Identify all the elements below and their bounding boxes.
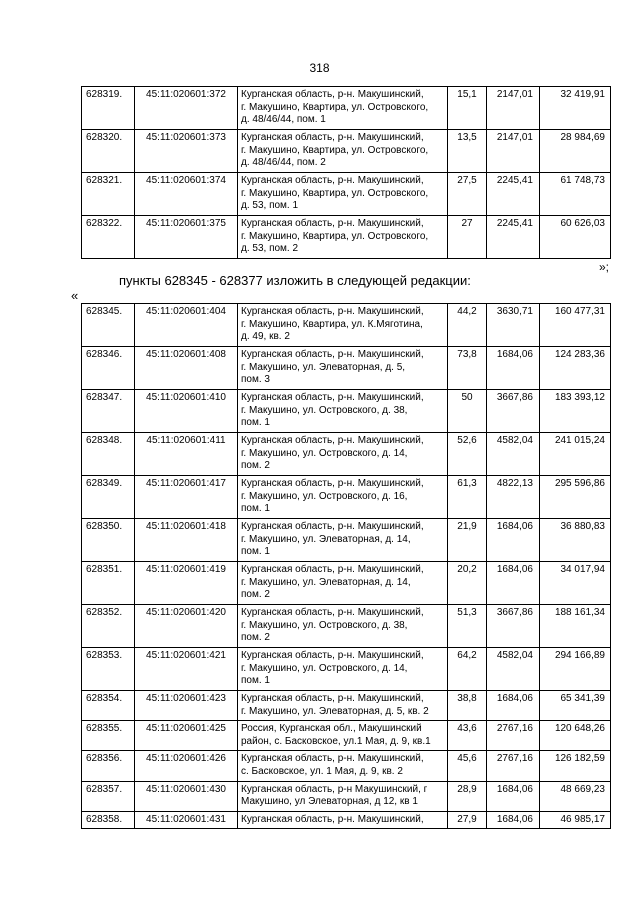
property-area: 52,6 [448,433,487,476]
property-table-lower [81,303,611,829]
item-number: 628353. [82,648,135,691]
unit-rate: 1684,06 [487,347,540,390]
item-number: 628350. [82,519,135,562]
cadastral-number: 45:11:020601:426 [135,751,238,781]
property-address: Курганская область, р-н Макушинский, г Макушино, ул Элеваторная, д 12, кв 1 [238,781,448,811]
total-value: 65 341,39 [540,691,611,721]
total-value: 188 161,34 [540,605,611,648]
table-row [82,130,611,173]
table-row [82,390,611,433]
cadastral-number: 45:11:020601:374 [135,173,238,216]
cadastral-number: 45:11:020601:430 [135,781,238,811]
item-number: 628357. [82,781,135,811]
cadastral-number: 45:11:020601:417 [135,476,238,519]
unit-rate: 1684,06 [487,519,540,562]
total-value: 160 477,31 [540,304,611,347]
unit-rate: 4582,04 [487,648,540,691]
total-value: 295 596,86 [540,476,611,519]
cadastral-number: 45:11:020601:423 [135,691,238,721]
cadastral-number: 45:11:020601:404 [135,304,238,347]
cadastral-number: 45:11:020601:418 [135,519,238,562]
property-area: 61,3 [448,476,487,519]
closing-quote-mark: »; [599,260,610,274]
unit-rate: 3630,71 [487,304,540,347]
property-address: Курганская область, р-н. Макушинский, г. Макушино, ул. Островского, д. 38, пом. 1 [238,390,448,433]
property-address: Курганская область, р-н. Макушинский, г. Макушино, Квартира, ул. Островского, д. 48/46/44, пом. 1 [238,87,448,130]
total-value: 36 880,83 [540,519,611,562]
item-number: 628358. [82,811,135,829]
total-value: 28 984,69 [540,130,611,173]
total-value: 241 015,24 [540,433,611,476]
item-number: 628346. [82,347,135,390]
unit-rate: 2767,16 [487,721,540,751]
total-value: 183 393,12 [540,390,611,433]
total-value: 48 669,23 [540,781,611,811]
property-address: Курганская область, р-н. Макушинский, г. Макушино, ул. Элеваторная, д. 5, пом. 3 [238,347,448,390]
unit-rate: 4822,13 [487,476,540,519]
cadastral-number: 45:11:020601:372 [135,87,238,130]
property-area: 15,1 [448,87,487,130]
total-value: 124 283,36 [540,347,611,390]
property-address: Курганская область, р-н. Макушинский, г. Макушино, ул. Островского, д. 14, пом. 1 [238,648,448,691]
cadastral-number: 45:11:020601:375 [135,216,238,259]
table-row [82,476,611,519]
cadastral-number: 45:11:020601:408 [135,347,238,390]
table-row [82,721,611,751]
table-row [82,605,611,648]
total-value: 60 626,03 [540,216,611,259]
table-row [82,173,611,216]
item-number: 628355. [82,721,135,751]
unit-rate: 1684,06 [487,562,540,605]
property-address: Россия, Курганская обл., Макушинский район, с. Басковское, ул.1 Мая, д. 9, кв.1 [238,721,448,751]
item-number: 628347. [82,390,135,433]
property-address: Курганская область, р-н. Макушинский, [238,811,448,829]
property-address: Курганская область, р-н. Макушинский, г. Макушино, ул. Элеваторная, д. 5, кв. 2 [238,691,448,721]
total-value: 46 985,17 [540,811,611,829]
item-number: 628349. [82,476,135,519]
cadastral-number: 45:11:020601:373 [135,130,238,173]
total-value: 294 166,89 [540,648,611,691]
unit-rate: 3667,86 [487,605,540,648]
total-value: 61 748,73 [540,173,611,216]
cadastral-number: 45:11:020601:420 [135,605,238,648]
table-row [82,811,611,829]
property-area: 28,9 [448,781,487,811]
property-area: 27 [448,216,487,259]
property-area: 64,2 [448,648,487,691]
item-number: 628351. [82,562,135,605]
table-row [82,304,611,347]
cadastral-number: 45:11:020601:411 [135,433,238,476]
unit-rate: 1684,06 [487,781,540,811]
table-row [82,216,611,259]
unit-rate: 2147,01 [487,87,540,130]
item-number: 628352. [82,605,135,648]
unit-rate: 2147,01 [487,130,540,173]
page-number: 318 [309,61,330,75]
property-area: 21,9 [448,519,487,562]
table-row [82,648,611,691]
cadastral-number: 45:11:020601:410 [135,390,238,433]
property-area: 43,6 [448,721,487,751]
table-row [82,347,611,390]
property-address: Курганская область, р-н. Макушинский, г. Макушино, Квартира, ул. Островского, д. 53, пом. 1 [238,173,448,216]
property-address: Курганская область, р-н. Макушинский, г. Макушино, ул. Элеваторная, д. 14, пом. 1 [238,519,448,562]
item-number: 628319. [82,87,135,130]
property-area: 38,8 [448,691,487,721]
property-address: Курганская область, р-н. Макушинский, с. Басковское, ул. 1 Мая, д. 9, кв. 2 [238,751,448,781]
table-row [82,781,611,811]
property-area: 27,9 [448,811,487,829]
property-address: Курганская область, р-н. Макушинский, г. Макушино, ул. Островского, д. 14, пом. 2 [238,433,448,476]
item-number: 628348. [82,433,135,476]
total-value: 32 419,91 [540,87,611,130]
table-row [82,519,611,562]
table-row [82,87,611,130]
cadastral-number: 45:11:020601:419 [135,562,238,605]
cadastral-number: 45:11:020601:425 [135,721,238,751]
total-value: 34 017,94 [540,562,611,605]
property-address: Курганская область, р-н. Макушинский, г. Макушино, ул. Островского, д. 16, пом. 1 [238,476,448,519]
item-number: 628321. [82,173,135,216]
property-area: 27,5 [448,173,487,216]
property-area: 45,6 [448,751,487,781]
property-address: Курганская область, р-н. Макушинский, г. Макушино, Квартира, ул. Островского, д. 53, пом. 2 [238,216,448,259]
property-address: Курганская область, р-н. Макушинский, г. Макушино, Квартира, ул. Островского, д. 48/46/44, пом. 2 [238,130,448,173]
property-table-upper [81,86,611,259]
unit-rate: 4582,04 [487,433,540,476]
unit-rate: 2767,16 [487,751,540,781]
item-number: 628322. [82,216,135,259]
property-area: 50 [448,390,487,433]
opening-quote-mark: « [71,288,79,303]
property-area: 13,5 [448,130,487,173]
table-row [82,433,611,476]
property-area: 51,3 [448,605,487,648]
unit-rate: 3667,86 [487,390,540,433]
amendment-instruction: пункты 628345 - 628377 изложить в следующей редакции: [119,273,471,288]
unit-rate: 2245,41 [487,173,540,216]
property-address: Курганская область, р-н. Макушинский, г. Макушино, Квартира, ул. К.Мяготина, д. 49, кв. 2 [238,304,448,347]
cadastral-number: 45:11:020601:431 [135,811,238,829]
item-number: 628354. [82,691,135,721]
property-area: 20,2 [448,562,487,605]
unit-rate: 2245,41 [487,216,540,259]
item-number: 628320. [82,130,135,173]
unit-rate: 1684,06 [487,811,540,829]
cadastral-number: 45:11:020601:421 [135,648,238,691]
table-row [82,751,611,781]
property-area: 44,2 [448,304,487,347]
total-value: 120 648,26 [540,721,611,751]
property-area: 73,8 [448,347,487,390]
item-number: 628356. [82,751,135,781]
unit-rate: 1684,06 [487,691,540,721]
total-value: 126 182,59 [540,751,611,781]
item-number: 628345. [82,304,135,347]
property-address: Курганская область, р-н. Макушинский, г. Макушино, ул. Элеваторная, д. 14, пом. 2 [238,562,448,605]
table-row [82,562,611,605]
property-address: Курганская область, р-н. Макушинский, г. Макушино, ул. Островского, д. 38, пом. 2 [238,605,448,648]
table-row [82,691,611,721]
